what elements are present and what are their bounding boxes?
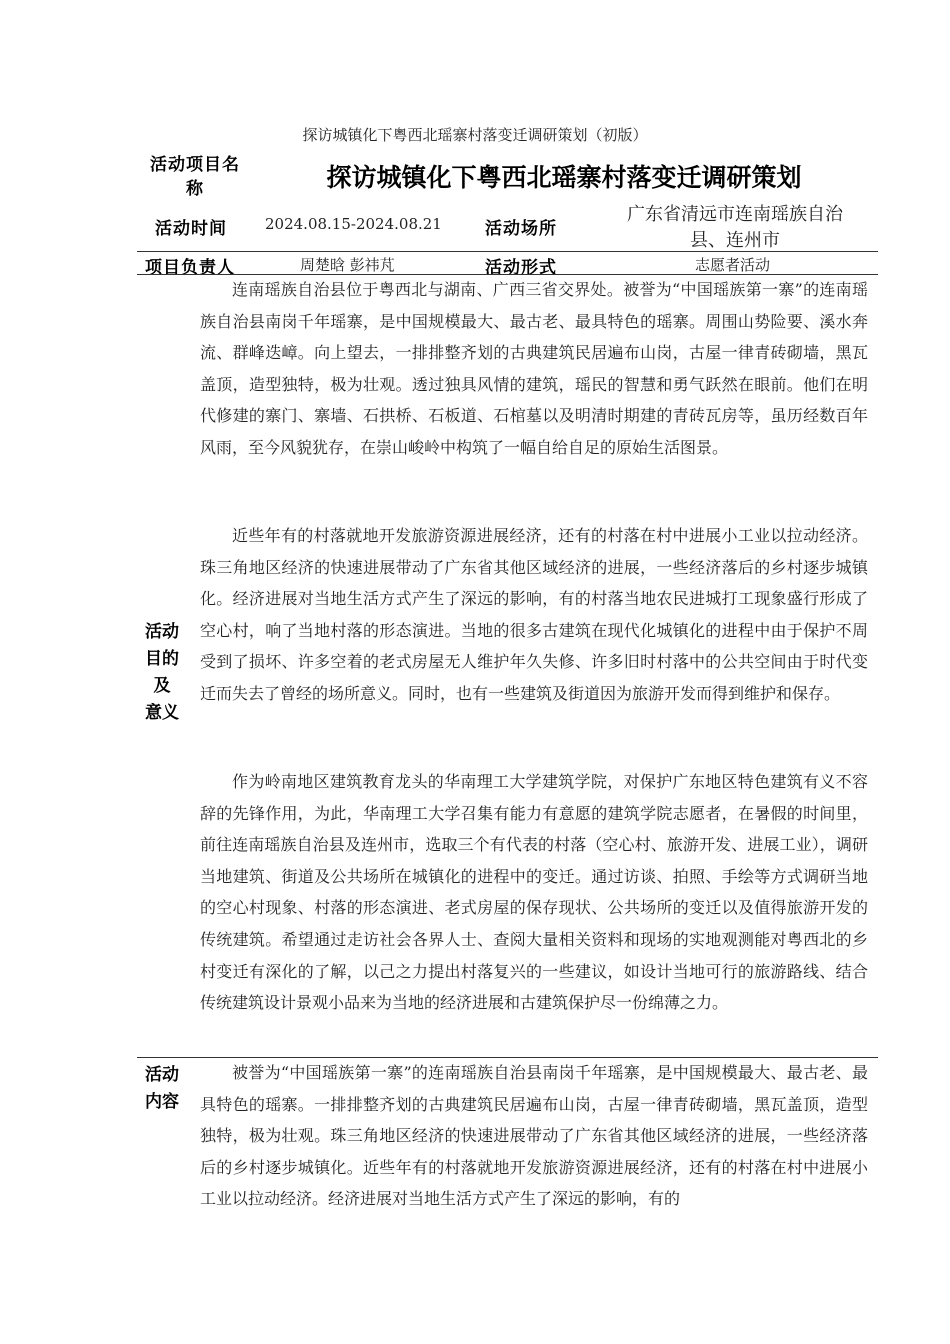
purpose-label-line1: 活动 [145, 622, 179, 642]
purpose-label-line3: 及 [153, 676, 171, 696]
project-name-label-line1: 活动项目名 [150, 155, 240, 175]
project-name-label [145, 153, 245, 201]
content-label-line2: 内容 [145, 1092, 179, 1112]
form-label: 活动形式 [485, 258, 557, 278]
purpose-label-line4: 意义 [145, 703, 179, 723]
purpose-label-line2: 目的 [145, 649, 179, 669]
leader-value: 周楚晗 彭祎芃 [300, 256, 395, 274]
purpose-paragraph-2: 近些年有的村落就地开发旅游资源进展经济，还有的村落在村中进展小工业以拉动经济。珠三角地区经济的快速进展带动了广东省其他区域经济的进展，一些经济落后的乡村逐步城镇化。经济进展对当地生活方式产生了深远的影响，有的村落当地农民进城打工现象盛行形成了空心村，响了当地村落的形态演进。当地的很多古建筑在现代化城镇化的进程中由于保护不周受到了损坏、许多空着的老式房屋无人维护年久失修、许多旧时村落中的公共空间由于时代变迁而失去了曾经的场所意义。同时，也有一些建筑及街道因为旅游开发而得到维护和保存。 [200, 526, 868, 703]
venue-label: 活动场所 [485, 219, 557, 239]
document-title: 探访城镇化下粤西北瑶寨村落变迁调研策划（初版） [302, 126, 648, 144]
purpose-paragraph-1: 连南瑶族自治县位于粤西北与湖南、广西三省交界处。被誉为“中国瑶族第一寨”的连南瑶族自治县南岗千年瑶寨，是中国规模最大、最古老、最具特色的瑶寨。周围山势险要、溪水奔流、群峰迭嶂。向上望去，一排排整齐划的古典建筑民居遍布山岗，古屋一律青砖砌墙，黑瓦盖顶，造型独特，极为壮观。透过独具风情的建筑，瑶民的智慧和勇气跃然在眼前。他们在明代修建的寨门、寨墙、石拱桥、石板道、石棺墓以及明清时期建的青砖瓦房等，虽历经数百年风雨，至今风貌犹存，在崇山峻岭中构筑了一幅自给自足的原始生活图景。 [200, 280, 868, 457]
venue-line1: 广东省清远市连南瑶族自治 [627, 204, 843, 225]
project-name-value: 探访城镇化下粤西北瑶寨村落变迁调研策划 [326, 163, 802, 192]
project-name-label-line2: 称 [186, 179, 204, 199]
venue-line2: 县、连州市 [690, 230, 780, 251]
form-value: 志愿者活动 [695, 256, 771, 274]
purpose-label [140, 619, 184, 727]
time-value: 2024.08.15-2024.08.21 [265, 215, 442, 233]
row-divider-1 [137, 251, 878, 252]
time-label: 活动时间 [155, 219, 227, 239]
content-label [140, 1062, 184, 1116]
content-paragraph: 被誉为“中国瑶族第一寨”的连南瑶族自治县南岗千年瑶寨，是中国规模最大、最古老、最具特色的瑶寨。一排排整齐划的古典建筑民居遍布山岗，古屋一律青砖砌墙，黑瓦盖顶，造型独特，极为壮观。珠三角地区经济的快速进展带动了广东省其他区域经济的进展，一些经济落后的乡村逐步城镇化。近些年有的村落就地开发旅游资源进展经济，还有的村落在村中进展小工业以拉动经济。经济进展对当地生活方式产生了深远的影响，有的 [200, 1063, 868, 1209]
content-label-line1: 活动 [145, 1065, 179, 1085]
leader-label: 项目负责人 [145, 258, 235, 278]
purpose-paragraph-3: 作为岭南地区建筑教育龙头的华南理工大学建筑学院，对保护广东地区特色建筑有义不容辞的先锋作用，为此，华南理工大学召集有能力有意愿的建筑学院志愿者，在暑假的时间里，前往连南瑶族自治县及连州市，选取三个有代表的村落（空心村、旅游开发、进展工业），调研当地建筑、街道及公共场所在城镇化的进程中的变迁。通过访谈、拍照、手绘等方式调研当地的空心村现象、村落的形态演进、老式房屋的保存现状、公共场所的变迁以及值得旅游开发的传统建筑。希望通过走访社会各界人士、查阅大量相关资料和现场的实地观测能对粤西北的乡村变迁有深化的了解，以己之力提出村落复兴的一些建议，如设计当地可行的旅游路线、结合传统建筑设计景观小品来为当地的经济进展和古建筑保护尽一份绵薄之力。 [200, 772, 868, 1013]
venue-value [600, 202, 870, 254]
